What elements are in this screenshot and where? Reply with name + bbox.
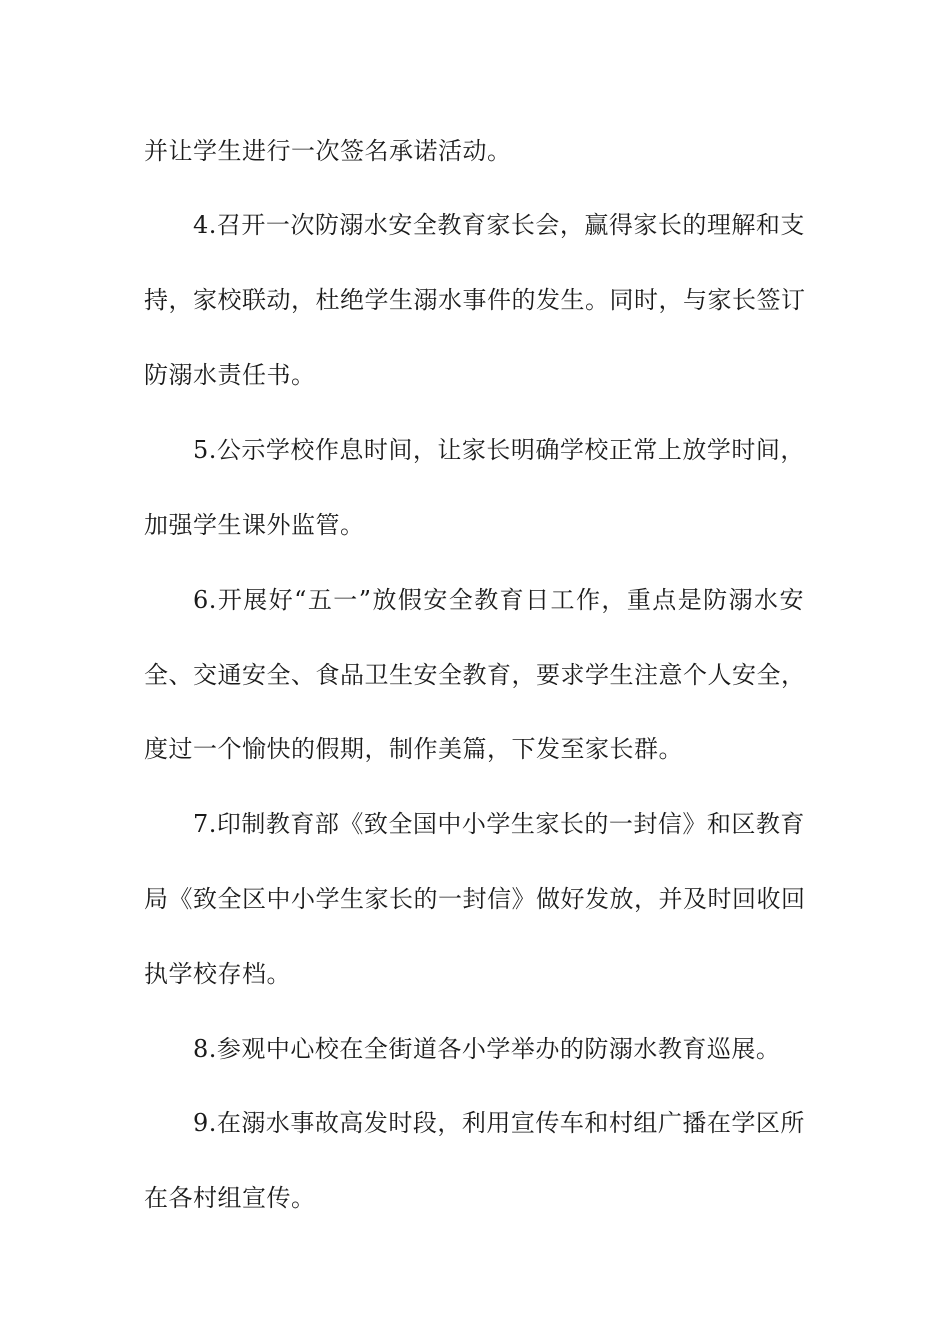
paragraph-line: 5.公示学校作息时间，让家长明确学校正常上放学时间， [193,436,805,464]
paragraph-line: 全、交通安全、食品卫生安全教育，要求学生注意个人安全， [144,661,806,689]
paragraph-line: 并让学生进行一次签名承诺活动。 [144,137,512,165]
paragraph-line: 在各村组宣传。 [144,1184,316,1212]
paragraph-line: 9.在溺水事故高发时段，利用宣传车和村组广播在学区所 [193,1109,805,1137]
paragraph-line: 7.印制教育部《致全国中小学生家长的一封信》和区教育 [193,810,805,838]
paragraph-line: 4.召开一次防溺水安全教育家长会，赢得家长的理解和支 [193,211,805,239]
paragraph-line: 6.开展好“五一”放假安全教育日工作，重点是防溺水安 [193,586,804,614]
paragraph-line: 度过一个愉快的假期，制作美篇，下发至家长群。 [144,735,683,763]
paragraph-line: 局《致全区中小学生家长的一封信》做好发放，并及时回收回 [144,885,806,913]
paragraph-line: 加强学生课外监管。 [144,511,365,539]
paragraph-line: 8.参观中心校在全街道各小学举办的防溺水教育巡展。 [193,1035,781,1063]
paragraph-line: 执学校存档。 [144,960,291,988]
paragraph-line: 持，家校联动，杜绝学生溺水事件的发生。同时，与家长签订 [144,286,806,314]
paragraph-line: 防溺水责任书。 [144,361,316,389]
